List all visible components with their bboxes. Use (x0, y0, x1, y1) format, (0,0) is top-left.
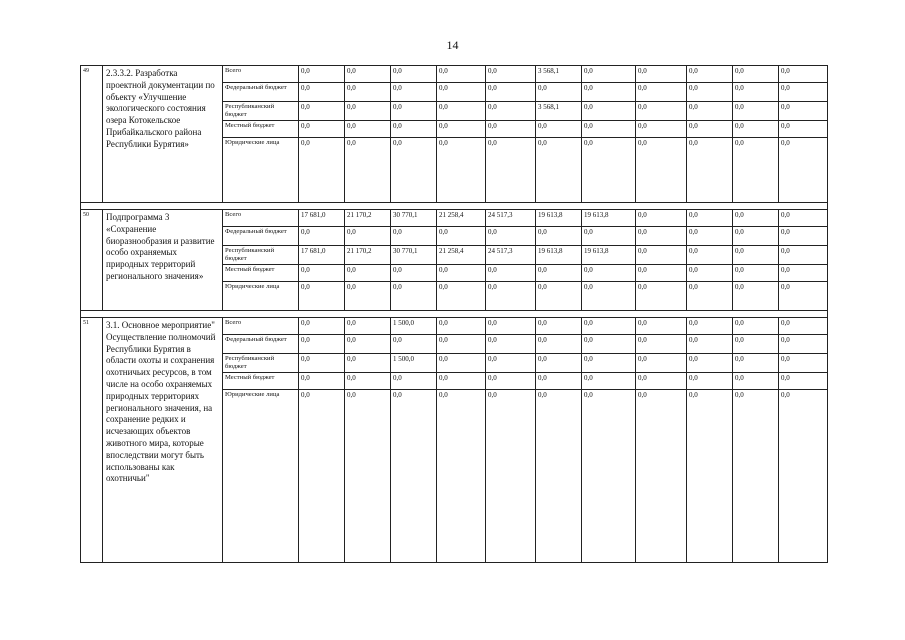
amount-cell: 0,0 (582, 265, 636, 282)
table-row (81, 318, 828, 335)
amount-cell: 0,0 (636, 335, 687, 354)
amount-cell: 0,0 (391, 138, 437, 203)
amount-cell: 0,0 (345, 83, 391, 102)
amount-cell: 0,0 (437, 318, 486, 335)
amount-cell: 0,0 (636, 318, 687, 335)
amount-cell: 0,0 (299, 318, 345, 335)
amount-cell: 0,0 (582, 227, 636, 246)
amount-cell: 0,0 (687, 318, 733, 335)
amount-cell: 0,0 (345, 282, 391, 311)
amount-cell: 0,0 (582, 318, 636, 335)
amount-cell: 0,0 (733, 66, 779, 83)
amount-cell: 0,0 (299, 335, 345, 354)
amount-cell: 0,0 (687, 265, 733, 282)
amount-cell: 0,0 (779, 138, 828, 203)
amount-cell: 0,0 (437, 354, 486, 373)
amount-cell: 0,0 (733, 354, 779, 373)
amount-cell: 19 613,8 (536, 246, 582, 265)
amount-cell: 0,0 (437, 373, 486, 390)
measure-name: 2.3.3.2. Разработка проектной документации по объекту «Улучшение экологического состояния озера Котокельское Прибайкальского района Республики Бурятия» (103, 66, 223, 203)
amount-cell: 0,0 (687, 282, 733, 311)
amount-cell: 0,0 (582, 373, 636, 390)
amount-cell: 0,0 (636, 265, 687, 282)
amount-cell: 0,0 (437, 282, 486, 311)
amount-cell: 0,0 (486, 390, 536, 563)
amount-cell: 0,0 (582, 121, 636, 138)
amount-cell: 0,0 (486, 282, 536, 311)
amount-cell: 0,0 (486, 318, 536, 335)
amount-cell: 0,0 (779, 246, 828, 265)
amount-cell: 0,0 (345, 335, 391, 354)
amount-cell: 0,0 (733, 373, 779, 390)
amount-cell: 0,0 (536, 318, 582, 335)
amount-cell: 0,0 (636, 66, 687, 83)
amount-cell: 0,0 (486, 373, 536, 390)
funding-source: Федеральный бюджет (223, 227, 299, 246)
amount-cell: 0,0 (299, 354, 345, 373)
amount-cell: 0,0 (733, 318, 779, 335)
funding-source: Республиканский бюджет (223, 246, 299, 265)
amount-cell: 0,0 (733, 121, 779, 138)
amount-cell: 0,0 (779, 66, 828, 83)
amount-cell: 0,0 (299, 102, 345, 121)
amount-cell: 0,0 (536, 227, 582, 246)
page-number: 14 (446, 38, 459, 52)
amount-cell: 0,0 (345, 138, 391, 203)
funding-source: Юридические лица (223, 390, 299, 563)
measure-name: Подпрограмма 3 «Сохранение биоразнообразия и развитие особо охраняемых природных территорий регионального значения» (103, 210, 223, 311)
amount-cell: 0,0 (687, 138, 733, 203)
amount-cell: 0,0 (582, 354, 636, 373)
amount-cell: 0,0 (345, 102, 391, 121)
amount-cell: 0,0 (687, 66, 733, 83)
amount-cell: 0,0 (486, 354, 536, 373)
amount-cell: 19 613,8 (582, 246, 636, 265)
amount-cell: 0,0 (687, 102, 733, 121)
amount-cell: 0,0 (733, 282, 779, 311)
amount-cell: 1 500,0 (391, 318, 437, 335)
amount-cell: 0,0 (486, 265, 536, 282)
amount-cell: 0,0 (536, 335, 582, 354)
budget-table (80, 65, 828, 563)
amount-cell: 0,0 (733, 390, 779, 563)
row-index: 51 (81, 318, 103, 563)
amount-cell: 21 170,2 (345, 210, 391, 227)
amount-cell: 0,0 (345, 227, 391, 246)
amount-cell: 0,0 (636, 246, 687, 265)
separator-cell (81, 203, 828, 210)
amount-cell: 3 568,1 (536, 66, 582, 83)
amount-cell: 0,0 (636, 354, 687, 373)
amount-cell: 0,0 (733, 138, 779, 203)
row-index: 50 (81, 210, 103, 311)
amount-cell: 0,0 (437, 66, 486, 83)
row-index: 49 (81, 66, 103, 203)
amount-cell: 0,0 (437, 83, 486, 102)
funding-source: Местный бюджет (223, 121, 299, 138)
amount-cell: 0,0 (391, 83, 437, 102)
amount-cell: 0,0 (779, 102, 828, 121)
amount-cell: 0,0 (582, 83, 636, 102)
amount-cell: 0,0 (687, 121, 733, 138)
amount-cell: 0,0 (687, 227, 733, 246)
amount-cell: 0,0 (636, 210, 687, 227)
amount-cell: 3 568,1 (536, 102, 582, 121)
amount-cell: 0,0 (536, 354, 582, 373)
amount-cell: 0,0 (437, 138, 486, 203)
amount-cell: 17 681,0 (299, 246, 345, 265)
amount-cell: 0,0 (536, 390, 582, 563)
amount-cell: 0,0 (733, 246, 779, 265)
amount-cell: 0,0 (536, 265, 582, 282)
amount-cell: 0,0 (582, 390, 636, 563)
funding-source: Всего (223, 66, 299, 83)
amount-cell: 0,0 (486, 335, 536, 354)
amount-cell: 0,0 (687, 246, 733, 265)
amount-cell: 0,0 (536, 121, 582, 138)
amount-cell: 0,0 (687, 373, 733, 390)
funding-source: Федеральный бюджет (223, 83, 299, 102)
amount-cell: 0,0 (779, 210, 828, 227)
amount-cell: 0,0 (582, 282, 636, 311)
amount-cell: 0,0 (779, 227, 828, 246)
amount-cell: 0,0 (345, 121, 391, 138)
amount-cell: 0,0 (391, 265, 437, 282)
amount-cell: 0,0 (536, 282, 582, 311)
amount-cell: 0,0 (299, 83, 345, 102)
amount-cell: 0,0 (345, 318, 391, 335)
amount-cell: 0,0 (345, 66, 391, 83)
amount-cell: 0,0 (391, 390, 437, 563)
amount-cell: 0,0 (779, 373, 828, 390)
amount-cell: 0,0 (582, 66, 636, 83)
amount-cell: 0,0 (391, 121, 437, 138)
amount-cell: 1 500,0 (391, 354, 437, 373)
amount-cell: 0,0 (391, 282, 437, 311)
amount-cell: 19 613,8 (536, 210, 582, 227)
amount-cell: 0,0 (636, 282, 687, 311)
amount-cell: 24 517,3 (486, 210, 536, 227)
amount-cell: 0,0 (345, 265, 391, 282)
row-separator (81, 311, 828, 318)
amount-cell: 0,0 (733, 83, 779, 102)
amount-cell: 0,0 (486, 227, 536, 246)
amount-cell: 0,0 (687, 354, 733, 373)
amount-cell: 0,0 (636, 121, 687, 138)
amount-cell: 0,0 (345, 373, 391, 390)
amount-cell: 0,0 (437, 102, 486, 121)
funding-source: Юридические лица (223, 138, 299, 203)
amount-cell: 30 770,1 (391, 210, 437, 227)
amount-cell: 0,0 (687, 390, 733, 563)
amount-cell: 21 258,4 (437, 210, 486, 227)
amount-cell: 0,0 (299, 265, 345, 282)
amount-cell: 0,0 (299, 121, 345, 138)
amount-cell: 0,0 (391, 335, 437, 354)
amount-cell: 0,0 (636, 83, 687, 102)
amount-cell: 0,0 (437, 265, 486, 282)
table-row (81, 210, 828, 227)
amount-cell: 21 170,2 (345, 246, 391, 265)
amount-cell: 0,0 (486, 121, 536, 138)
amount-cell: 0,0 (733, 102, 779, 121)
amount-cell: 0,0 (299, 373, 345, 390)
amount-cell: 0,0 (636, 102, 687, 121)
amount-cell: 0,0 (582, 138, 636, 203)
amount-cell: 0,0 (437, 335, 486, 354)
amount-cell: 0,0 (733, 210, 779, 227)
row-separator (81, 203, 828, 210)
amount-cell: 0,0 (687, 335, 733, 354)
amount-cell: 0,0 (391, 66, 437, 83)
amount-cell: 0,0 (582, 335, 636, 354)
amount-cell: 0,0 (687, 210, 733, 227)
amount-cell: 0,0 (437, 390, 486, 563)
amount-cell: 24 517,3 (486, 246, 536, 265)
funding-source: Всего (223, 210, 299, 227)
funding-source: Местный бюджет (223, 373, 299, 390)
separator-cell (81, 311, 828, 318)
amount-cell: 0,0 (486, 83, 536, 102)
amount-cell: 0,0 (486, 102, 536, 121)
amount-cell: 0,0 (299, 66, 345, 83)
amount-cell: 30 770,1 (391, 246, 437, 265)
funding-source: Юридические лица (223, 282, 299, 311)
amount-cell: 0,0 (345, 354, 391, 373)
amount-cell: 0,0 (536, 138, 582, 203)
amount-cell: 0,0 (779, 83, 828, 102)
amount-cell: 0,0 (636, 138, 687, 203)
amount-cell: 0,0 (391, 227, 437, 246)
amount-cell: 0,0 (437, 227, 486, 246)
funding-source: Федеральный бюджет (223, 335, 299, 354)
amount-cell: 0,0 (733, 227, 779, 246)
amount-cell: 0,0 (299, 227, 345, 246)
amount-cell: 0,0 (345, 390, 391, 563)
amount-cell: 0,0 (779, 390, 828, 563)
amount-cell: 0,0 (299, 138, 345, 203)
funding-source: Местный бюджет (223, 265, 299, 282)
amount-cell: 0,0 (299, 390, 345, 563)
amount-cell: 0,0 (779, 318, 828, 335)
measure-name: 3.1. Основное мероприятие" Осуществление полномочий Республики Бурятия в области охоты и сохранения охотничьих ресурсов, в том числе на особо охраняемых природных территориях регионального значения, на сохранение редких и исчезающих объектов животного мира, которые впоследствии могут быть использованы как охотничьи" (103, 318, 223, 563)
amount-cell: 0,0 (733, 335, 779, 354)
amount-cell: 0,0 (636, 373, 687, 390)
amount-cell: 0,0 (779, 265, 828, 282)
amount-cell: 0,0 (779, 121, 828, 138)
amount-cell: 0,0 (687, 83, 733, 102)
amount-cell: 0,0 (536, 83, 582, 102)
amount-cell: 0,0 (486, 138, 536, 203)
amount-cell: 17 681,0 (299, 210, 345, 227)
amount-cell: 0,0 (391, 373, 437, 390)
amount-cell: 0,0 (733, 265, 779, 282)
amount-cell: 0,0 (486, 66, 536, 83)
amount-cell: 21 258,4 (437, 246, 486, 265)
funding-source: Республиканский бюджет (223, 354, 299, 373)
amount-cell: 0,0 (536, 373, 582, 390)
funding-source: Всего (223, 318, 299, 335)
amount-cell: 0,0 (636, 227, 687, 246)
amount-cell: 0,0 (582, 102, 636, 121)
amount-cell: 0,0 (437, 121, 486, 138)
funding-source: Республиканский бюджет (223, 102, 299, 121)
amount-cell: 0,0 (636, 390, 687, 563)
amount-cell: 0,0 (779, 282, 828, 311)
table-row (81, 66, 828, 83)
amount-cell: 19 613,8 (582, 210, 636, 227)
amount-cell: 0,0 (779, 335, 828, 354)
amount-cell: 0,0 (299, 282, 345, 311)
amount-cell: 0,0 (391, 102, 437, 121)
amount-cell: 0,0 (779, 354, 828, 373)
